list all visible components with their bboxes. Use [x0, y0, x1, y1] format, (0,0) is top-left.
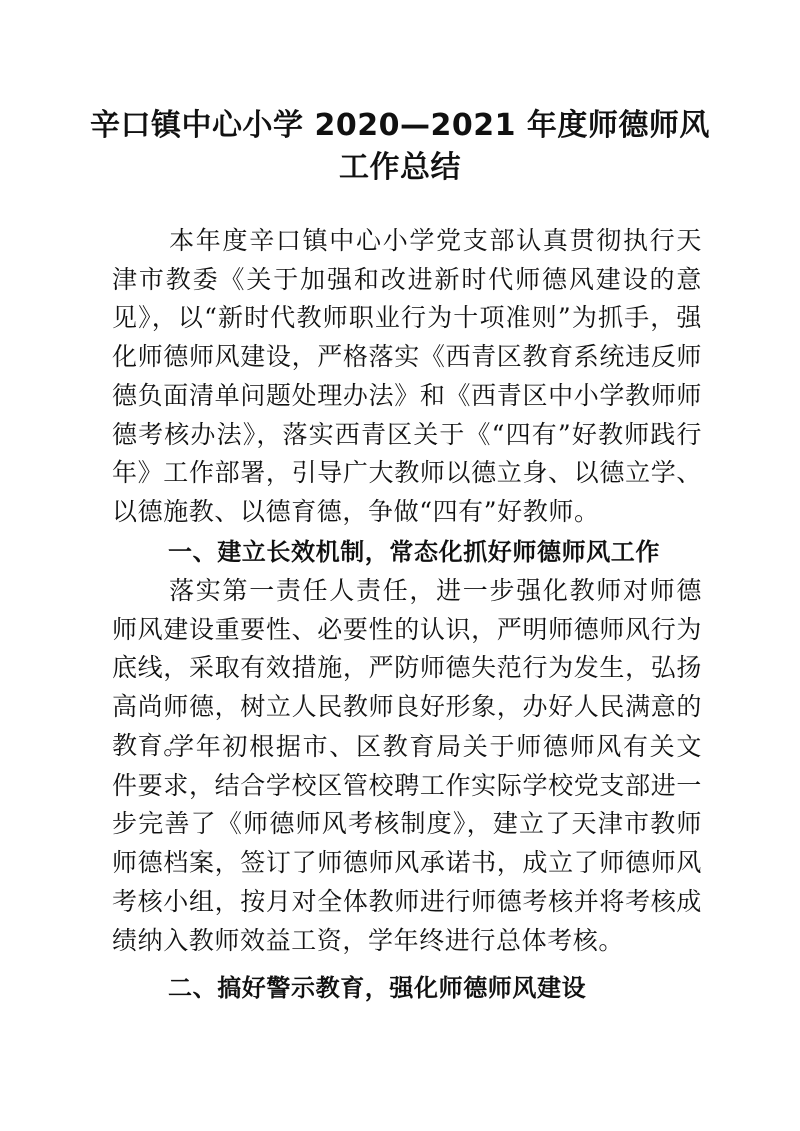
section1-paragraph-2-text: 学年初根据市、区教育局关于师德师风有关文件要求，结合学校区管校聘工作实际学校党支部进一步完善了《师德师风考核制度》，建立了天津市教师师德档案，签订了师德师风承诺书，成立了师德师风考核小组，按月对全体教师进行师德考核并将考核成绩纳入教师效益工资，学年终进行总体考核。 [112, 732, 702, 955]
document-title-line-1: 辛口镇中心小学 2020—2021 年度师德师风 [90, 108, 710, 143]
intro-paragraph-text: 本年度辛口镇中心小学党支部认真贯彻执行天津市教委《关于加强和改进新时代师德风建设的意见》，以“新时代教师职业行为十项准则”为抓手，强化师德师风建设，严格落实《西青区教育系统违反师德负面清单问题处理办法》和《西青区中小学教师师德考核办法》，落实西青区关于《“四有”好教师践行年》工作部署，引导广大教师以德立身、以德立学、以德施教、以德育德，争做“四有”好教师。 [112, 226, 702, 526]
intro-paragraph [112, 222, 702, 532]
document-title-line-2: 工作总结 [339, 150, 461, 185]
section1-paragraph-1-text: 落实第一责任人责任，进一步强化教师对师德师风建设重要性、必要性的认识，严明师德师风行为底线，采取有效措施，严防师德失范行为发生，弘扬高尚师德，树立人民教师良好形象，办好人民满意的教育。 [112, 576, 702, 760]
section-heading-2: 二、搞好警示教育，强化师德师风建设 [168, 974, 587, 1002]
section1-paragraph-2 [112, 728, 702, 960]
section-heading-1: 一、建立长效机制，常态化抓好师德师风工作 [168, 538, 660, 566]
